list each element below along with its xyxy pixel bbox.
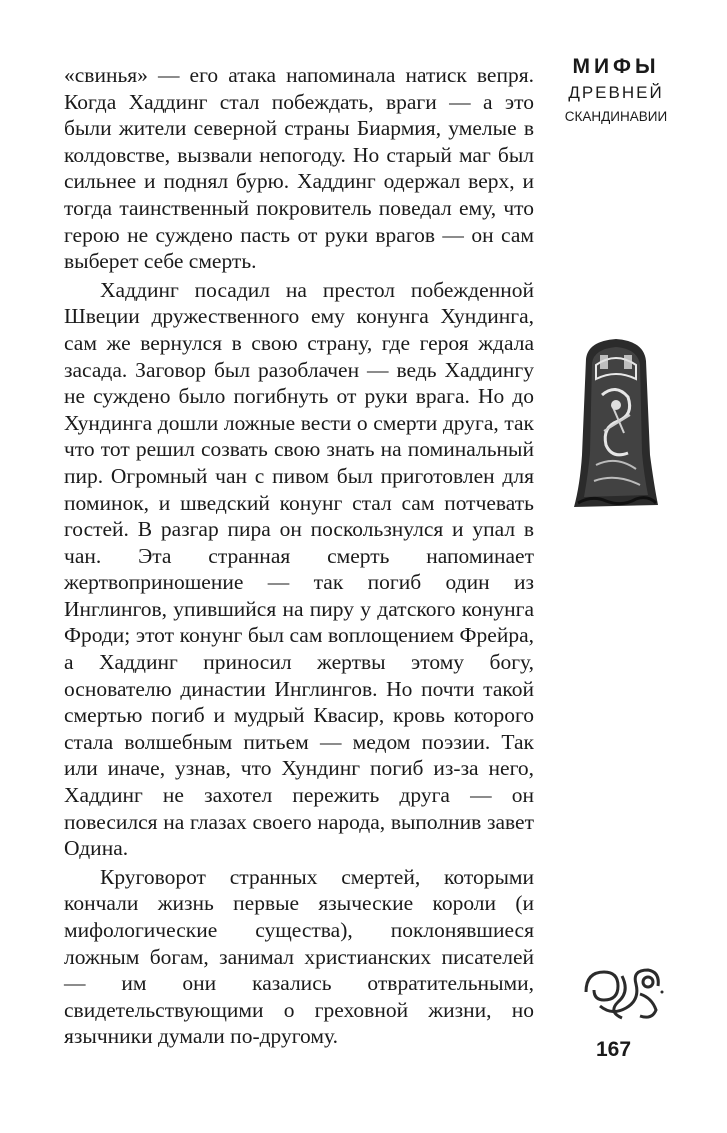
runestone-icon — [572, 335, 660, 510]
running-head-subtitle: ДРЕВНЕЙ — [568, 83, 664, 102]
running-head-title: МИФЫ — [572, 55, 660, 78]
page-number: 167 — [596, 1038, 632, 1061]
paragraph-2: Хаддинг посадил на престол побежденной Швеции дружественного ему конунга Хундинга, сам же вернулся в свою страну, где героя ждала засада. Заговор был разоблачен — ведь Хаддингу не суждено было погибнуть от руки врага. Но до Хундинга дошли ложные вести о смерти друга, так что тот решил созвать свою знать на поминальный пир. Огромный чан с пивом был приготовлен для поминок, и шведский конунг стал сам потчевать гостей. В разгар пира он поскользнулся и упал в чан. Эта странная смерть напоминает жертвоприношение — так погиб один из Инглингов, упившийся на пиру у датского конунга Фроди; этот конунг был сам воплощением Фрейра, а Хаддинг приносил жертвы этому богу, основателю династии Инглингов. Но почти такой смертью погиб и мудрый Квасир, кровь которого стала волшебным питьем — медом поэзии. Так или иначе, узнав, что Хундинг погиб из-за него, Хаддинг не захотел пережить друга — он повесился на глазах своего народа, выполнив завет Одина. — [64, 277, 534, 861]
running-head — [560, 54, 672, 128]
paragraph-1: «свинья» — его атака напоминала натиск вепря. Когда Хаддинг стал побеждать, враги — а это были жители северной страны Биармия, умелые в колдовстве, вызвали непогоду. Но старый маг был сильнее и поднял бурю. Хаддинг одержал верх, и тогда таинственный покровитель поведал ему, что герою не суждено пасть от руки врагов — он сам выберет себе смерть. — [64, 63, 534, 274]
paragraph-3: Круговорот странных смертей, которыми кончали жизнь первые языческие короли (и мифологические существа), поклонявшиеся ложным богам, занимал христианских писателей — им они казались отвратительными, свидетельствующими о греховной жизни, но язычники думали по-другому. — [64, 864, 534, 1049]
main-text — [64, 62, 534, 1050]
running-head-subtitle-2: СКАНДИНАВИИ — [564, 109, 668, 124]
knotwork-ornament-icon — [578, 962, 666, 1022]
